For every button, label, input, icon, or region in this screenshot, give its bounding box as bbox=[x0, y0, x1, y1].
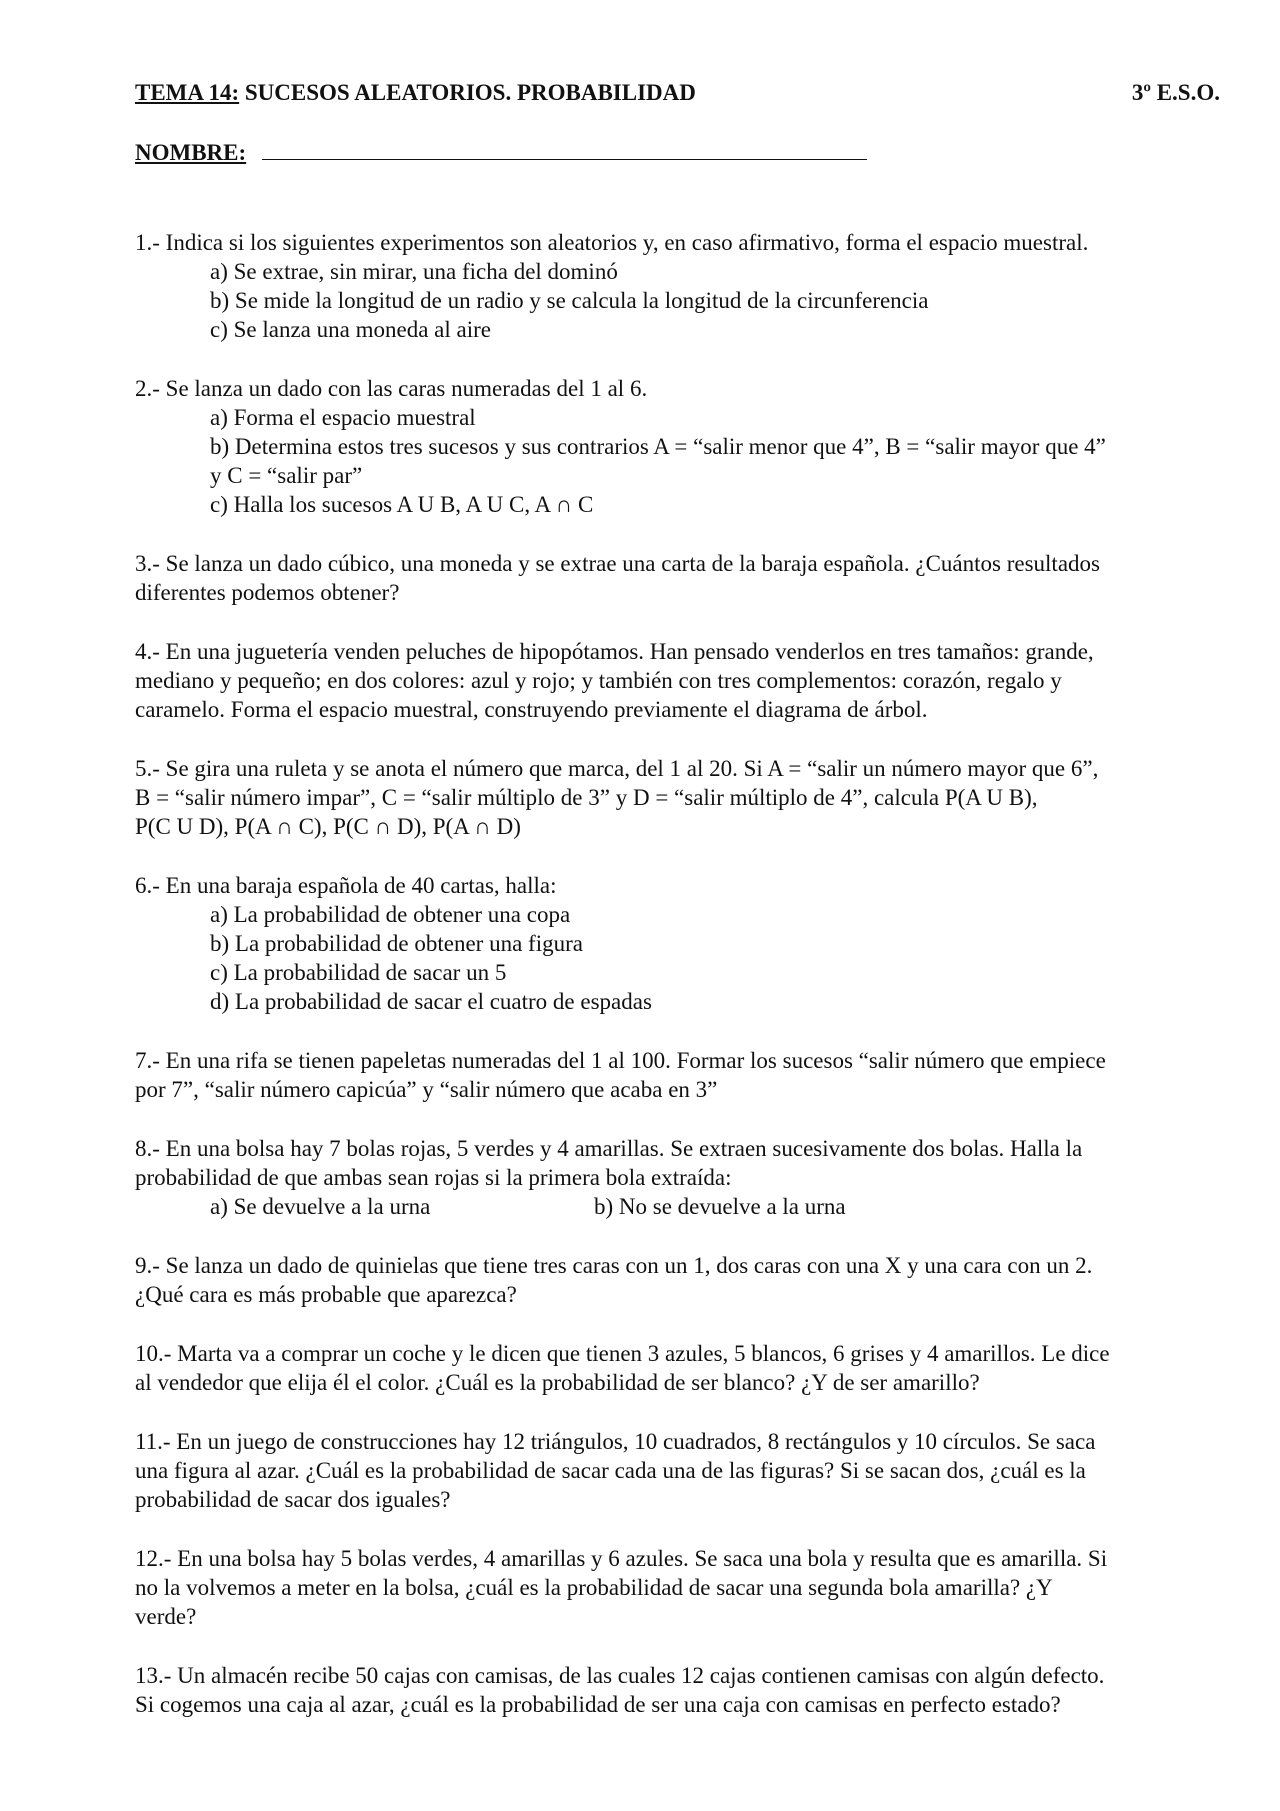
question-10-line-2: al vendedor que elija él el color. ¿Cuál es la probabilidad de ser blanco? ¿Y de ser amarillo? bbox=[135, 1370, 980, 1395]
question-4-line-3: caramelo. Forma el espacio muestral, construyendo previamente el diagrama de árbol. bbox=[135, 697, 928, 722]
question-12 bbox=[135, 1544, 1230, 1631]
question-5 bbox=[135, 754, 1230, 841]
question-13-line-1: 13.- Un almacén recibe 50 cajas con camisas, de las cuales 12 cajas contienen camisas con algún defecto. bbox=[135, 1663, 1105, 1688]
question-8-b: b) No se devuelve a la urna bbox=[594, 1194, 846, 1219]
question-8-line-1: 8.- En una bolsa hay 7 bolas rojas, 5 verdes y 4 amarillas. Se extraen sucesivamente dos bolas. Halla la bbox=[135, 1136, 1083, 1161]
question-7-line-1: 7.- En una rifa se tienen papeletas numeradas del 1 al 100. Formar los sucesos “salir número que empiece bbox=[135, 1048, 1106, 1073]
question-9 bbox=[135, 1251, 1230, 1309]
course-label: 3º E.S.O. bbox=[1131, 80, 1220, 105]
question-1 bbox=[135, 228, 1230, 344]
question-8 bbox=[135, 1134, 1230, 1221]
question-11-line-1: 11.- En un juego de construcciones hay 12 triángulos, 10 cuadrados, 8 rectángulos y 10 círculos. Se saca bbox=[135, 1429, 1096, 1454]
question-6-a: a) La probabilidad de obtener una copa bbox=[210, 902, 571, 927]
question-6 bbox=[135, 871, 1230, 1016]
question-9-line-1: 9.- Se lanza un dado de quinielas que tiene tres caras con un 1, dos caras con una X y una cara con un 2. bbox=[135, 1253, 1093, 1278]
question-1-stem: 1.- Indica si los siguientes experimentos son aleatorios y, en caso afirmativo, forma el espacio muestral. bbox=[135, 230, 1089, 255]
question-6-c: c) La probabilidad de sacar un 5 bbox=[210, 960, 507, 985]
question-10-line-1: 10.- Marta va a comprar un coche y le dicen que tienen 3 azules, 5 blancos, 6 grises y 4 amarillos. Le dice bbox=[135, 1341, 1110, 1366]
question-7-line-2: por 7”, “salir número capicúa” y “salir número que acaba en 3” bbox=[135, 1077, 718, 1102]
name-label: NOMBRE: bbox=[135, 140, 247, 165]
question-6-stem: 6.- En una baraja española de 40 cartas, halla: bbox=[135, 873, 557, 898]
question-11-line-2: una figura al azar. ¿Cuál es la probabilidad de sacar cada una de las figuras? Si se sacan dos, ¿cuál es la bbox=[135, 1458, 1086, 1483]
question-list bbox=[135, 228, 1230, 1749]
name-blank-line bbox=[262, 159, 867, 160]
question-2 bbox=[135, 374, 1230, 519]
question-2-b-cont: y C = “salir par” bbox=[210, 463, 363, 488]
question-13 bbox=[135, 1661, 1230, 1719]
question-3-line-2: diferentes podemos obtener? bbox=[135, 580, 400, 605]
question-12-line-1: 12.- En una bolsa hay 5 bolas verdes, 4 amarillas y 6 azules. Se saca una bola y resulta que es amarilla. Si bbox=[135, 1546, 1108, 1571]
question-5-line-1: 5.- Se gira una ruleta y se anota el número que marca, del 1 al 20. Si A = “salir un número mayor que 6”, bbox=[135, 756, 1099, 781]
question-4-line-1: 4.- En una juguetería venden peluches de hipopótamos. Han pensado venderlos en tres tamaños: grande, bbox=[135, 639, 1094, 664]
question-1-c: c) Se lanza una moneda al aire bbox=[210, 317, 491, 342]
question-7 bbox=[135, 1046, 1230, 1104]
question-3 bbox=[135, 549, 1230, 607]
question-2-stem: 2.- Se lanza un dado con las caras numeradas del 1 al 6. bbox=[135, 376, 648, 401]
question-9-line-2: ¿Qué cara es más probable que aparezca? bbox=[135, 1282, 517, 1307]
header bbox=[135, 78, 1220, 107]
question-13-line-2: Si cogemos una caja al azar, ¿cuál es la probabilidad de ser una caja con camisas en perfecto estado? bbox=[135, 1692, 1061, 1717]
question-10 bbox=[135, 1339, 1230, 1397]
question-8-options bbox=[135, 1192, 1230, 1221]
question-2-c: c) Halla los sucesos A U B, A U C, A ∩ C bbox=[210, 492, 594, 517]
topic-label: TEMA 14: bbox=[135, 80, 240, 105]
question-6-b: b) La probabilidad de obtener una figura bbox=[210, 931, 583, 956]
question-12-line-2: no la volvemos a meter en la bolsa, ¿cuál es la probabilidad de sacar una segunda bola amarilla? ¿Y bbox=[135, 1575, 1053, 1600]
question-6-d: d) La probabilidad de sacar el cuatro de espadas bbox=[210, 989, 652, 1014]
question-3-line-1: 3.- Se lanza un dado cúbico, una moneda y se extrae una carta de la baraja española. ¿Cuántos resultados bbox=[135, 551, 1100, 576]
question-11 bbox=[135, 1427, 1230, 1514]
question-8-a: a) Se devuelve a la urna bbox=[210, 1194, 431, 1219]
question-4-line-2: mediano y pequeño; en dos colores: azul y rojo; y también con tres complementos: corazón, regalo y bbox=[135, 668, 1062, 693]
question-2-a: a) Forma el espacio muestral bbox=[210, 405, 476, 430]
question-1-b: b) Se mide la longitud de un radio y se calcula la longitud de la circunferencia bbox=[210, 288, 929, 313]
topic-title: SUCESOS ALEATORIOS. PROBABILIDAD bbox=[239, 80, 696, 105]
question-5-line-2: B = “salir número impar”, C = “salir múltiplo de 3” y D = “salir múltiplo de 4”, calcula P(A U B), bbox=[135, 785, 1038, 810]
question-1-a: a) Se extrae, sin mirar, una ficha del dominó bbox=[210, 259, 618, 284]
question-2-b: b) Determina estos tres sucesos y sus contrarios A = “salir menor que 4”, B = “salir mayor que 4” bbox=[210, 434, 1106, 459]
question-12-line-3: verde? bbox=[135, 1604, 197, 1629]
name-field bbox=[135, 138, 867, 167]
question-4 bbox=[135, 637, 1230, 724]
question-8-line-2: probabilidad de que ambas sean rojas si la primera bola extraída: bbox=[135, 1165, 732, 1190]
question-5-line-3: P(C U D), P(A ∩ C), P(C ∩ D), P(A ∩ D) bbox=[135, 814, 521, 839]
question-11-line-3: probabilidad de sacar dos iguales? bbox=[135, 1487, 451, 1512]
